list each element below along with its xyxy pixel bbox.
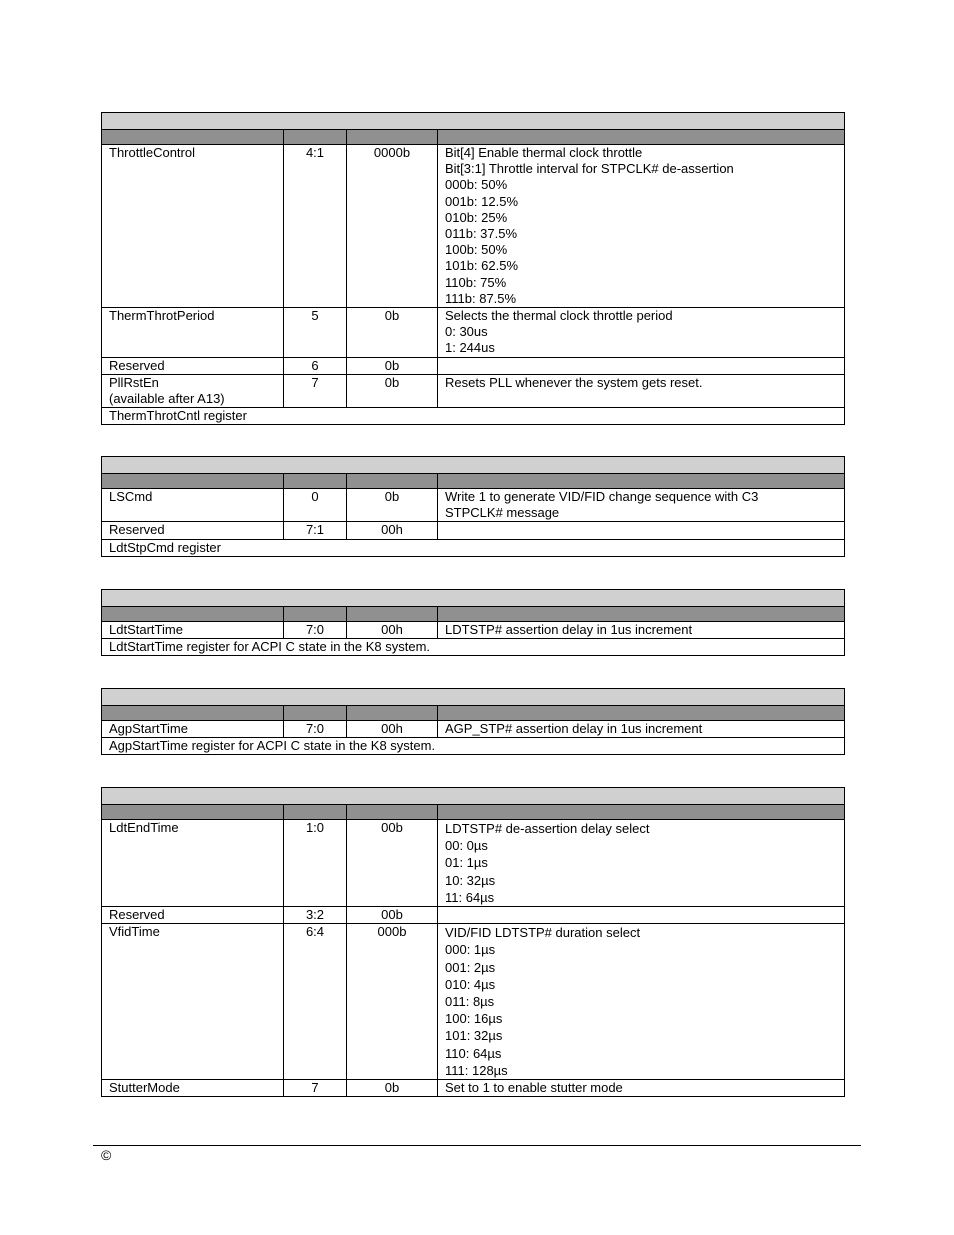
table-row [102,308,845,358]
default-cell: 0000b [347,145,438,308]
bits-cell: 7 [284,374,347,407]
table-title-row [102,113,845,130]
table-row [102,489,845,522]
table-header-row [102,474,845,489]
default-cell: 0b [347,357,438,374]
table-title-row [102,788,845,805]
bits-cell: 7:0 [284,622,347,639]
default-cell: 00h [347,622,438,639]
field-name-cell: Reserved [102,357,284,374]
description-cell [438,522,845,539]
table-footer-row [102,639,845,656]
bits-cell: 7:0 [284,721,347,738]
bits-cell: 0 [284,489,347,522]
default-cell: 0b [347,1080,438,1097]
table-row [102,522,845,539]
field-name-cell: LdtEndTime [102,820,284,907]
default-cell: 0b [347,374,438,407]
field-name-cell: Reserved [102,907,284,924]
field-name-cell: Reserved [102,522,284,539]
table-header-row [102,805,845,820]
description-cell: VID/FID LDTSTP# duration select 000: 1µs 001: 2µs 010: 4µs 011: 8µs 100: 16µs 101: 32µs 110: 64µs 111: 128µs [438,924,845,1080]
throttle-control-register-table [101,112,845,425]
ldt-start-time-register-table [101,589,845,656]
field-name-cell: PllRstEn (available after A13) [102,374,284,407]
bits-cell: 3:2 [284,907,347,924]
agp-start-time-register-table [101,688,845,755]
table-header-row [102,706,845,721]
table-footer-row [102,539,845,556]
table-row [102,820,845,907]
table-title-row [102,689,845,706]
table-row [102,924,845,1080]
table-row [102,145,845,308]
table-row [102,374,845,407]
field-name-cell: ThrottleControl [102,145,284,308]
bits-cell: 5 [284,308,347,358]
table-header-row [102,130,845,145]
bits-cell: 6 [284,357,347,374]
description-cell: LDTSTP# assertion delay in 1us increment [438,622,845,639]
field-name-cell: StutterMode [102,1080,284,1097]
default-cell: 00b [347,907,438,924]
table-footer: LdtStpCmd register [102,539,845,556]
description-cell: Resets PLL whenever the system gets reset. [438,374,845,407]
field-name-cell: ThermThrotPeriod [102,308,284,358]
table-footer-row [102,738,845,755]
table-header-row [102,607,845,622]
table-row [102,721,845,738]
ldt-end-time-register-table [101,787,845,1097]
table-footer: ThermThrotCntl register [102,408,845,425]
table-footer: LdtStartTime register for ACPI C state in the K8 system. [102,639,845,656]
description-cell: Bit[4] Enable thermal clock throttle Bit[3:1] Throttle interval for STPCLK# de-assertion 000b: 50% 001b: 12.5% 010b: 25% 011b: 37.5% 100b: 50% 101b: 62.5% 110b: 75% 111b: 87.5% [438,145,845,308]
description-cell: LDTSTP# de-assertion delay select 00: 0µs 01: 1µs 10: 32µs 11: 64µs [438,820,845,907]
bits-cell: 1:0 [284,820,347,907]
bits-cell: 7:1 [284,522,347,539]
bits-cell: 7 [284,1080,347,1097]
description-cell: AGP_STP# assertion delay in 1us increment [438,721,845,738]
description-cell: Set to 1 to enable stutter mode [438,1080,845,1097]
default-cell: 00b [347,820,438,907]
ldt-stp-cmd-register-table [101,456,845,557]
default-cell: 0b [347,489,438,522]
field-name-cell: AgpStartTime [102,721,284,738]
table-footer-row [102,408,845,425]
table-row [102,1080,845,1097]
description-cell [438,357,845,374]
description-cell [438,907,845,924]
table-row [102,357,845,374]
default-cell: 00h [347,522,438,539]
default-cell: 000b [347,924,438,1080]
bits-cell: 6:4 [284,924,347,1080]
description-cell: Write 1 to generate VID/FID change sequence with C3 STPCLK# message [438,489,845,522]
default-cell: 00h [347,721,438,738]
footer-divider [93,1145,861,1146]
table-title-row [102,457,845,474]
bits-cell: 4:1 [284,145,347,308]
field-name-cell: LdtStartTime [102,622,284,639]
description-cell: Selects the thermal clock throttle period 0: 30us 1: 244us [438,308,845,358]
table-title-row [102,590,845,607]
table-footer: AgpStartTime register for ACPI C state in the K8 system. [102,738,845,755]
field-name-cell: VfidTime [102,924,284,1080]
table-row [102,907,845,924]
copyright-symbol: © [101,1147,112,1163]
table-row [102,622,845,639]
default-cell: 0b [347,308,438,358]
field-name-cell: LSCmd [102,489,284,522]
